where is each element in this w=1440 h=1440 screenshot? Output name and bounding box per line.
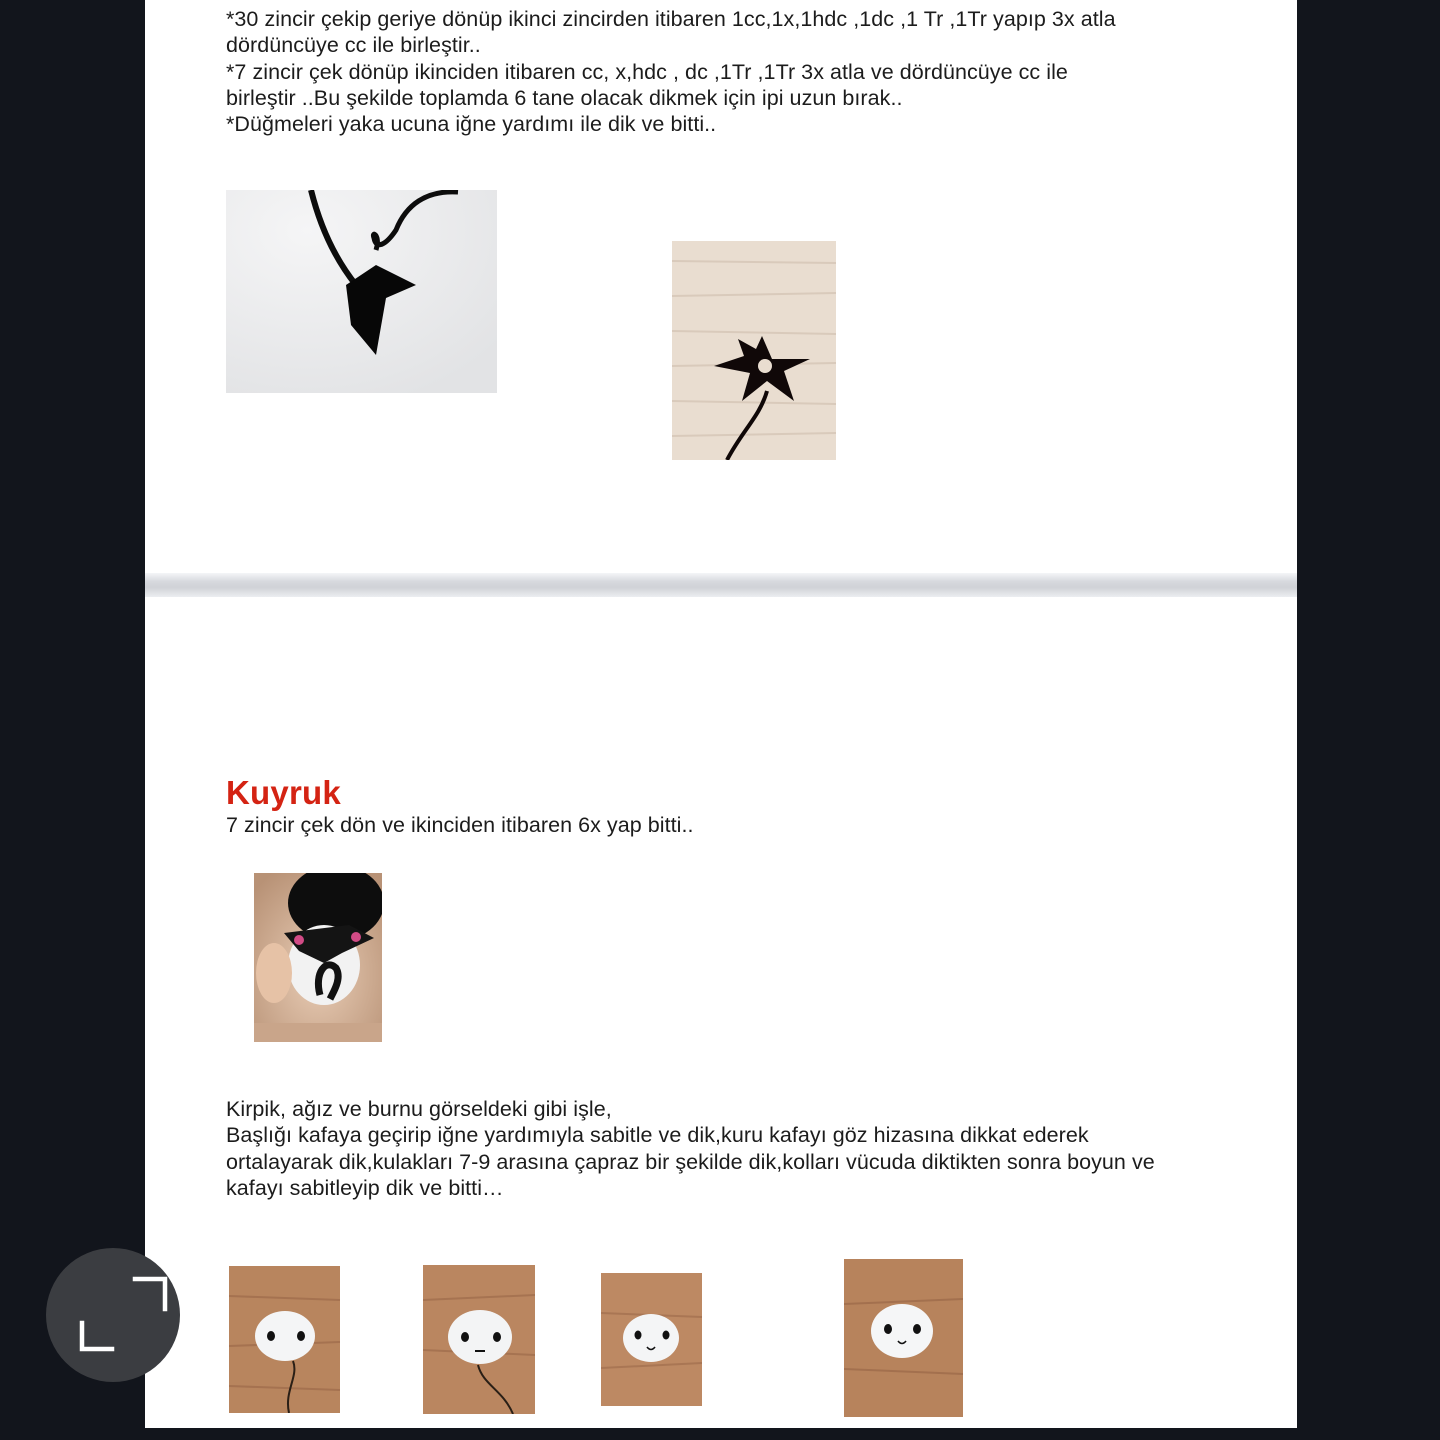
instruction-line: ortalayarak dik,kulakları 7-9 arasına çapraz bir şekilde dik,kolları vücuda diktikten sonra boyun ve	[226, 1149, 1155, 1174]
photo-face-step-3	[601, 1273, 702, 1406]
photo-doll-tail	[254, 873, 382, 1042]
instruction-line: kafayı sabitleyip dik ve bitti…	[226, 1175, 504, 1200]
collar-instructions	[226, 6, 1286, 137]
instruction-line: *Düğmeleri yaka ucuna iğne yardımı ile dik ve bitti..	[226, 112, 717, 137]
document-page-1	[145, 0, 1297, 573]
photo-face-step-1	[229, 1266, 340, 1413]
expand-icon	[46, 1248, 180, 1382]
instruction-line: *7 zincir çek dönüp ikinciden itibaren cc, x,hdc , dc ,1Tr ,1Tr 3x atla ve dördüncüye cc ile	[226, 59, 1068, 84]
photo-collar-flower	[672, 241, 836, 460]
finishing-instructions	[226, 1096, 1286, 1201]
photo-face-step-4	[844, 1259, 963, 1417]
instruction-line: birleştir ..Bu şekilde toplamda 6 tane olacak dikmek için ipi uzun bırak..	[226, 85, 903, 110]
photo-face-step-2	[423, 1265, 535, 1414]
page-separator	[145, 573, 1297, 597]
tail-instruction	[226, 812, 1286, 838]
expand-button[interactable]	[46, 1248, 180, 1382]
instruction-line: dördüncüye cc ile birleştir..	[226, 33, 481, 58]
document-page-2	[145, 597, 1297, 1428]
instruction-line: 7 zincir çek dön ve ikinciden itibaren 6x yap bitti..	[226, 813, 694, 837]
instruction-line: Kirpik, ağız ve burnu görseldeki gibi işle,	[226, 1097, 612, 1121]
instruction-line: Başlığı kafaya geçirip iğne yardımıyla sabitle ve dik,kuru kafayı göz hizasına dikkat ederek	[226, 1123, 1089, 1148]
instruction-line: *30 zincir çekip geriye dönüp ikinci zincirden itibaren 1cc,1x,1hdc ,1dc ,1 Tr ,1Tr yapıp 3x atla	[226, 7, 1116, 31]
photo-collar-piece	[226, 190, 497, 393]
section-heading-kuyruk: Kuyruk	[226, 774, 341, 811]
